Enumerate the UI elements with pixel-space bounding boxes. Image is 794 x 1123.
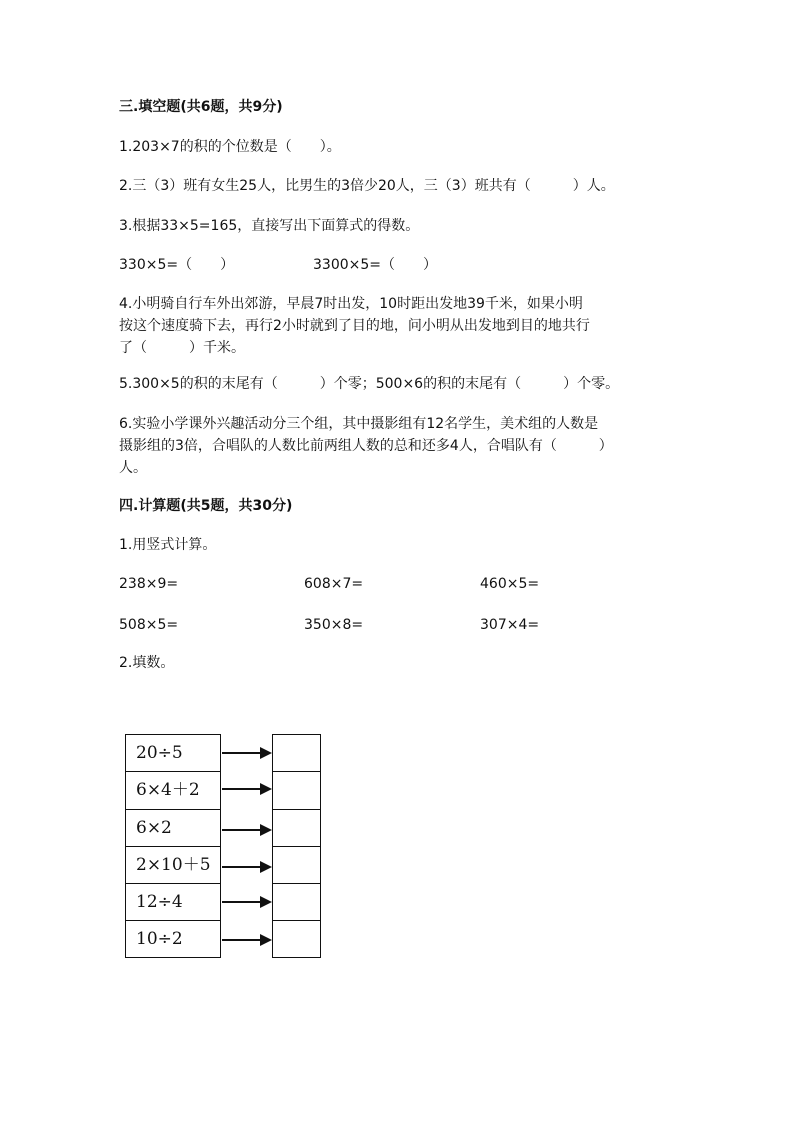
calc-item: 350×8=: [304, 617, 364, 633]
question-3b: 3300×5=（ ）: [313, 257, 437, 273]
arrow-right-icon: [222, 861, 272, 873]
answer-box[interactable]: [273, 921, 320, 958]
question-1: 1.203×7的积的个位数是（ ）。: [119, 139, 341, 155]
arrow-right-icon: [222, 934, 272, 946]
answer-box[interactable]: [273, 847, 320, 884]
calc-question-1: 1.用竖式计算。: [119, 537, 217, 553]
question-2: 2.三（3）班有女生25人，比男生的3倍少20人，三（3）班共有（ ）人。: [119, 178, 615, 194]
question-3a: 330×5=（ ）: [119, 257, 235, 273]
question-6-line-2: 摄影组的3倍，合唱队的人数比前两组人数的总和还多4人，合唱队有（ ）: [119, 438, 613, 454]
arrow-right-icon: [222, 824, 272, 836]
question-6: [119, 413, 699, 479]
question-4-line-1: 4.小明骑自行车外出郊游，早晨7时出发，10时距出发地39千米，如果小明: [119, 296, 583, 312]
question-6-line-1: 6.实验小学课外兴趣活动分三个组，其中摄影组有12名学生，美术组的人数是: [119, 416, 599, 432]
calc-item: 608×7=: [304, 576, 364, 592]
expression-cell: 6×2: [126, 810, 220, 847]
question-3: 3.根据33×5=165，直接写出下面算式的得数。: [119, 218, 420, 234]
expression-cell: 10÷2: [136, 929, 183, 950]
section4-title: 四.计算题(共5题，共30分): [119, 498, 293, 514]
expression-cell: 12÷4: [126, 884, 220, 921]
question-5: 5.300×5的积的末尾有（ ）个零；500×6的积的末尾有（ ）个零。: [119, 376, 620, 392]
answer-box[interactable]: [273, 735, 320, 772]
question-4: [119, 293, 699, 359]
calc-item: 508×5=: [119, 617, 179, 633]
expression-cell: 6×4＋2: [126, 772, 220, 809]
answer-box[interactable]: [273, 884, 320, 921]
fill-number-diagram: [125, 734, 325, 960]
answer-box[interactable]: [273, 772, 320, 809]
question-6-line-3: 人。: [119, 460, 147, 476]
expression-column: [125, 734, 221, 958]
section3-title: 三.填空题(共6题，共9分): [119, 99, 283, 115]
arrow-right-icon: [222, 896, 272, 908]
answer-column: [272, 734, 321, 958]
calc-question-2: 2.填数。: [119, 655, 175, 671]
calc-item: 238×9=: [119, 576, 179, 592]
calc-item: 307×4=: [480, 617, 540, 633]
question-4-line-3: 了（ ）千米。: [119, 340, 245, 356]
expression-cell: 2×10＋5: [126, 847, 220, 884]
question-4-line-2: 按这个速度骑下去，再行2小时就到了目的地，问小明从出发地到目的地共行: [119, 318, 590, 334]
expression-cell: 20÷5: [126, 735, 220, 772]
arrow-right-icon: [222, 783, 272, 795]
calc-item: 460×5=: [480, 576, 540, 592]
arrow-right-icon: [222, 747, 272, 759]
answer-box[interactable]: [273, 810, 320, 847]
